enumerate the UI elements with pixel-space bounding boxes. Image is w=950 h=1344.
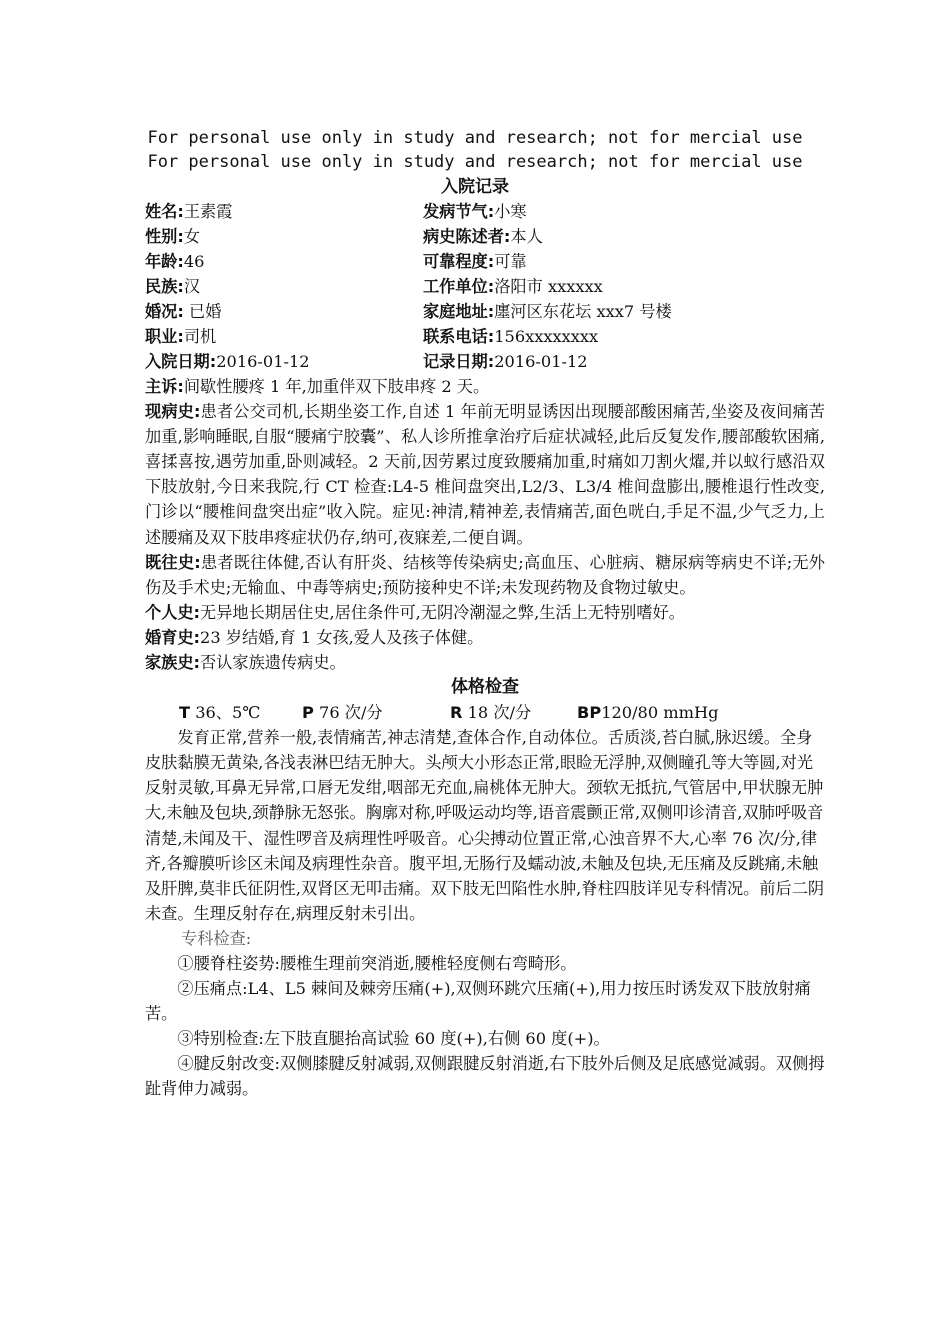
info-label: 联系电话: bbox=[423, 327, 495, 346]
info-cell bbox=[145, 199, 423, 224]
info-cell bbox=[145, 299, 423, 324]
info-row bbox=[145, 199, 825, 224]
info-label: 病史陈述者: bbox=[423, 227, 511, 246]
section-label: 婚育史: bbox=[145, 627, 201, 647]
section-text: 患者既往体健,否认有肝炎、结核等传染病史;高血压、心脏病、糖尿病等病史不详;无外伤及手术史;无输血、中毒等病史;预防接种史不详;未发现药物及食物过敏史。 bbox=[145, 552, 825, 597]
section-text: 无异地长期居住史,居住条件可,无阴冷潮湿之弊,生活上无特别嗜好。 bbox=[200, 602, 685, 622]
record-body bbox=[145, 199, 825, 1101]
info-cell bbox=[145, 324, 423, 349]
vital-value: 18 次/分 bbox=[462, 703, 532, 723]
info-value: 本人 bbox=[510, 227, 543, 246]
section-label: 个人史: bbox=[145, 602, 201, 622]
vital-label: R bbox=[450, 703, 463, 723]
info-label: 家庭地址: bbox=[423, 302, 495, 321]
vital-label: T bbox=[179, 703, 191, 723]
info-label: 年龄: bbox=[145, 252, 184, 271]
info-value: 小寒 bbox=[494, 202, 527, 221]
info-cell bbox=[145, 249, 423, 274]
patient-info-table bbox=[145, 199, 825, 374]
section-label: 既往史: bbox=[145, 552, 201, 572]
info-cell bbox=[145, 224, 423, 249]
vital-temperature bbox=[179, 700, 302, 725]
family-history bbox=[145, 650, 825, 675]
general-exam-text: 发育正常,营养一般,表情痛苦,神志清楚,查体合作,自动体位。舌质淡,苔白腻,脉迟缓。全身皮肤黏膜无黄染,各浅表淋巴结无肿大。头颅大小形态正常,眼睑无浮肿,双侧瞳孔等大等圆,对光反射灵敏,耳鼻无异常,口唇无发绀,咽部无充血,扁桃体无肿大。颈软无抵抗,气管居中,甲状腺无肿大,未触及包块,颈静脉无怒张。胸廓对称,呼吸运动均等,语音震颤正常,双侧叩诊清音,双肺呼吸音清楚,未闻及干、湿性啰音及病理性呼吸音。心尖搏动位置正常,心浊音界不大,心率 76 次/分,律齐,各瓣膜听诊区未闻及病理性杂音。腹平坦,无肠行及蠕动波,未触及包块,无压痛及反跳痛,未触及肝脾,莫非氏征阴性,双肾区无叩击痛。双下肢无凹陷性水肿,脊柱四肢详见专科情况。前后二阴未查。生理反射存在,病理反射未引出。 bbox=[145, 728, 825, 923]
header-notice-1: For personal use only in study and research; not for mercial use bbox=[147, 128, 803, 148]
info-cell bbox=[423, 299, 672, 324]
info-cell bbox=[423, 349, 588, 374]
vital-respiration bbox=[450, 700, 577, 725]
info-row bbox=[145, 324, 825, 349]
vital-signs bbox=[145, 700, 825, 725]
info-value: 王素霞 bbox=[183, 202, 233, 221]
exam-title: 体格检查 bbox=[451, 677, 519, 698]
section-label: 主诉: bbox=[145, 377, 184, 396]
info-row bbox=[145, 224, 825, 249]
section-text: 患者公交司机,长期坐姿工作,自述 1 年前无明显诱因出现腰部酸困痛苦,坐姿及夜间痛苦加重,影响睡眠,自服“腰痛宁胶囊”、私人诊所推拿治疗后症状减轻,此后反复发作,腰部酸软困痛,喜揉喜按,遇劳加重,卧则减轻。2 天前,因劳累过度致腰痛加重,时痛如刀割火燿,并以蚁行感沿双下肢放射,今日来我院,行 CT 检查:L4-5 椎间盘突出,L2/3、L3/4 椎间盘膨出,腰椎退行性改变,门诊以“腰椎间盘突出症”收入院。症见:神清,精神差,表情痛苦,面色咣白,手足不温,少气乏力,上述腰痛及双下肢串疼症状仍存,纳可,夜寐差,二便自调。 bbox=[145, 402, 825, 547]
section-label: 家族史: bbox=[145, 653, 201, 673]
vital-label: P bbox=[302, 703, 314, 723]
personal-history bbox=[145, 600, 825, 625]
info-label: 民族: bbox=[145, 277, 184, 296]
past-history bbox=[145, 550, 825, 600]
section-text: 23 岁结婚,育 1 女孩,爱人及孩子体健。 bbox=[200, 627, 484, 647]
specialty-item: ②压痛点:L4、L5 棘间及棘旁压痛(+),双侧环跳穴压痛(+),用力按压时诱发双下肢放射痛苦。 bbox=[145, 978, 811, 1024]
specialty-exam-title: 专科检查: bbox=[181, 928, 252, 948]
vital-label: BP bbox=[577, 703, 602, 723]
info-label: 入院日期: bbox=[145, 352, 217, 371]
info-row bbox=[145, 349, 825, 374]
vital-blood-pressure bbox=[577, 700, 718, 725]
info-value: 46 bbox=[183, 252, 205, 271]
info-cell bbox=[145, 274, 423, 299]
info-value: 可靠 bbox=[494, 252, 527, 271]
info-cell bbox=[423, 224, 543, 249]
info-label: 工作单位: bbox=[423, 277, 495, 296]
info-row bbox=[145, 249, 825, 274]
info-value: 汉 bbox=[183, 277, 201, 296]
marital-history bbox=[145, 625, 825, 650]
info-label: 记录日期: bbox=[423, 352, 495, 371]
present-illness bbox=[145, 399, 825, 550]
info-value: 廛河区东花坛 xxx7 号楼 bbox=[494, 302, 672, 321]
info-cell bbox=[423, 199, 527, 224]
info-value: 已婚 bbox=[183, 302, 222, 321]
info-value: 2016-01-12 bbox=[216, 352, 310, 371]
info-row bbox=[145, 274, 825, 299]
chief-complaint bbox=[145, 374, 825, 399]
info-label: 可靠程度: bbox=[423, 252, 495, 271]
vital-value: 120/80 mmHg bbox=[601, 703, 719, 723]
section-text: 间歇性腰疼 1 年,加重伴双下肢串疼 2 天。 bbox=[183, 377, 490, 396]
info-value: 女 bbox=[183, 227, 201, 246]
info-value: 洛阳市 xxxxxx bbox=[494, 277, 603, 296]
info-label: 职业: bbox=[145, 327, 184, 346]
info-value: 2016-01-12 bbox=[494, 352, 588, 371]
specialty-item: ①腰脊柱姿势:腰椎生理前突消逝,腰椎轻度侧右弯畸形。 bbox=[177, 953, 577, 973]
info-cell bbox=[423, 274, 603, 299]
section-text: 否认家族遗传病史。 bbox=[200, 653, 346, 673]
vital-pulse bbox=[302, 700, 450, 725]
info-label: 发病节气: bbox=[423, 202, 495, 221]
info-label: 婚况: bbox=[145, 302, 184, 321]
info-value: 司机 bbox=[183, 327, 217, 346]
info-cell bbox=[423, 249, 527, 274]
vital-value: 36、5℃ bbox=[190, 703, 261, 723]
vital-value: 76 次/分 bbox=[313, 703, 383, 723]
document-title: 入院记录 bbox=[441, 177, 509, 197]
info-cell bbox=[423, 324, 598, 349]
info-row bbox=[145, 299, 825, 324]
specialty-item: ④腱反射改变:双侧膝腱反射减弱,双侧跟腱反射消逝,右下肢外后侧及足底感觉减弱。双侧拇趾背伸力减弱。 bbox=[145, 1054, 825, 1099]
specialty-item: ③特别检查:左下肢直腿抬高试验 60 度(+),右侧 60 度(+)。 bbox=[177, 1029, 610, 1049]
info-value: 156xxxxxxxx bbox=[494, 327, 599, 346]
section-label: 现病史: bbox=[145, 402, 201, 422]
header-notice-2: For personal use only in study and research; not for mercial use bbox=[147, 152, 803, 172]
info-cell bbox=[145, 349, 423, 374]
info-label: 性别: bbox=[145, 227, 184, 246]
info-label: 姓名: bbox=[145, 202, 184, 221]
